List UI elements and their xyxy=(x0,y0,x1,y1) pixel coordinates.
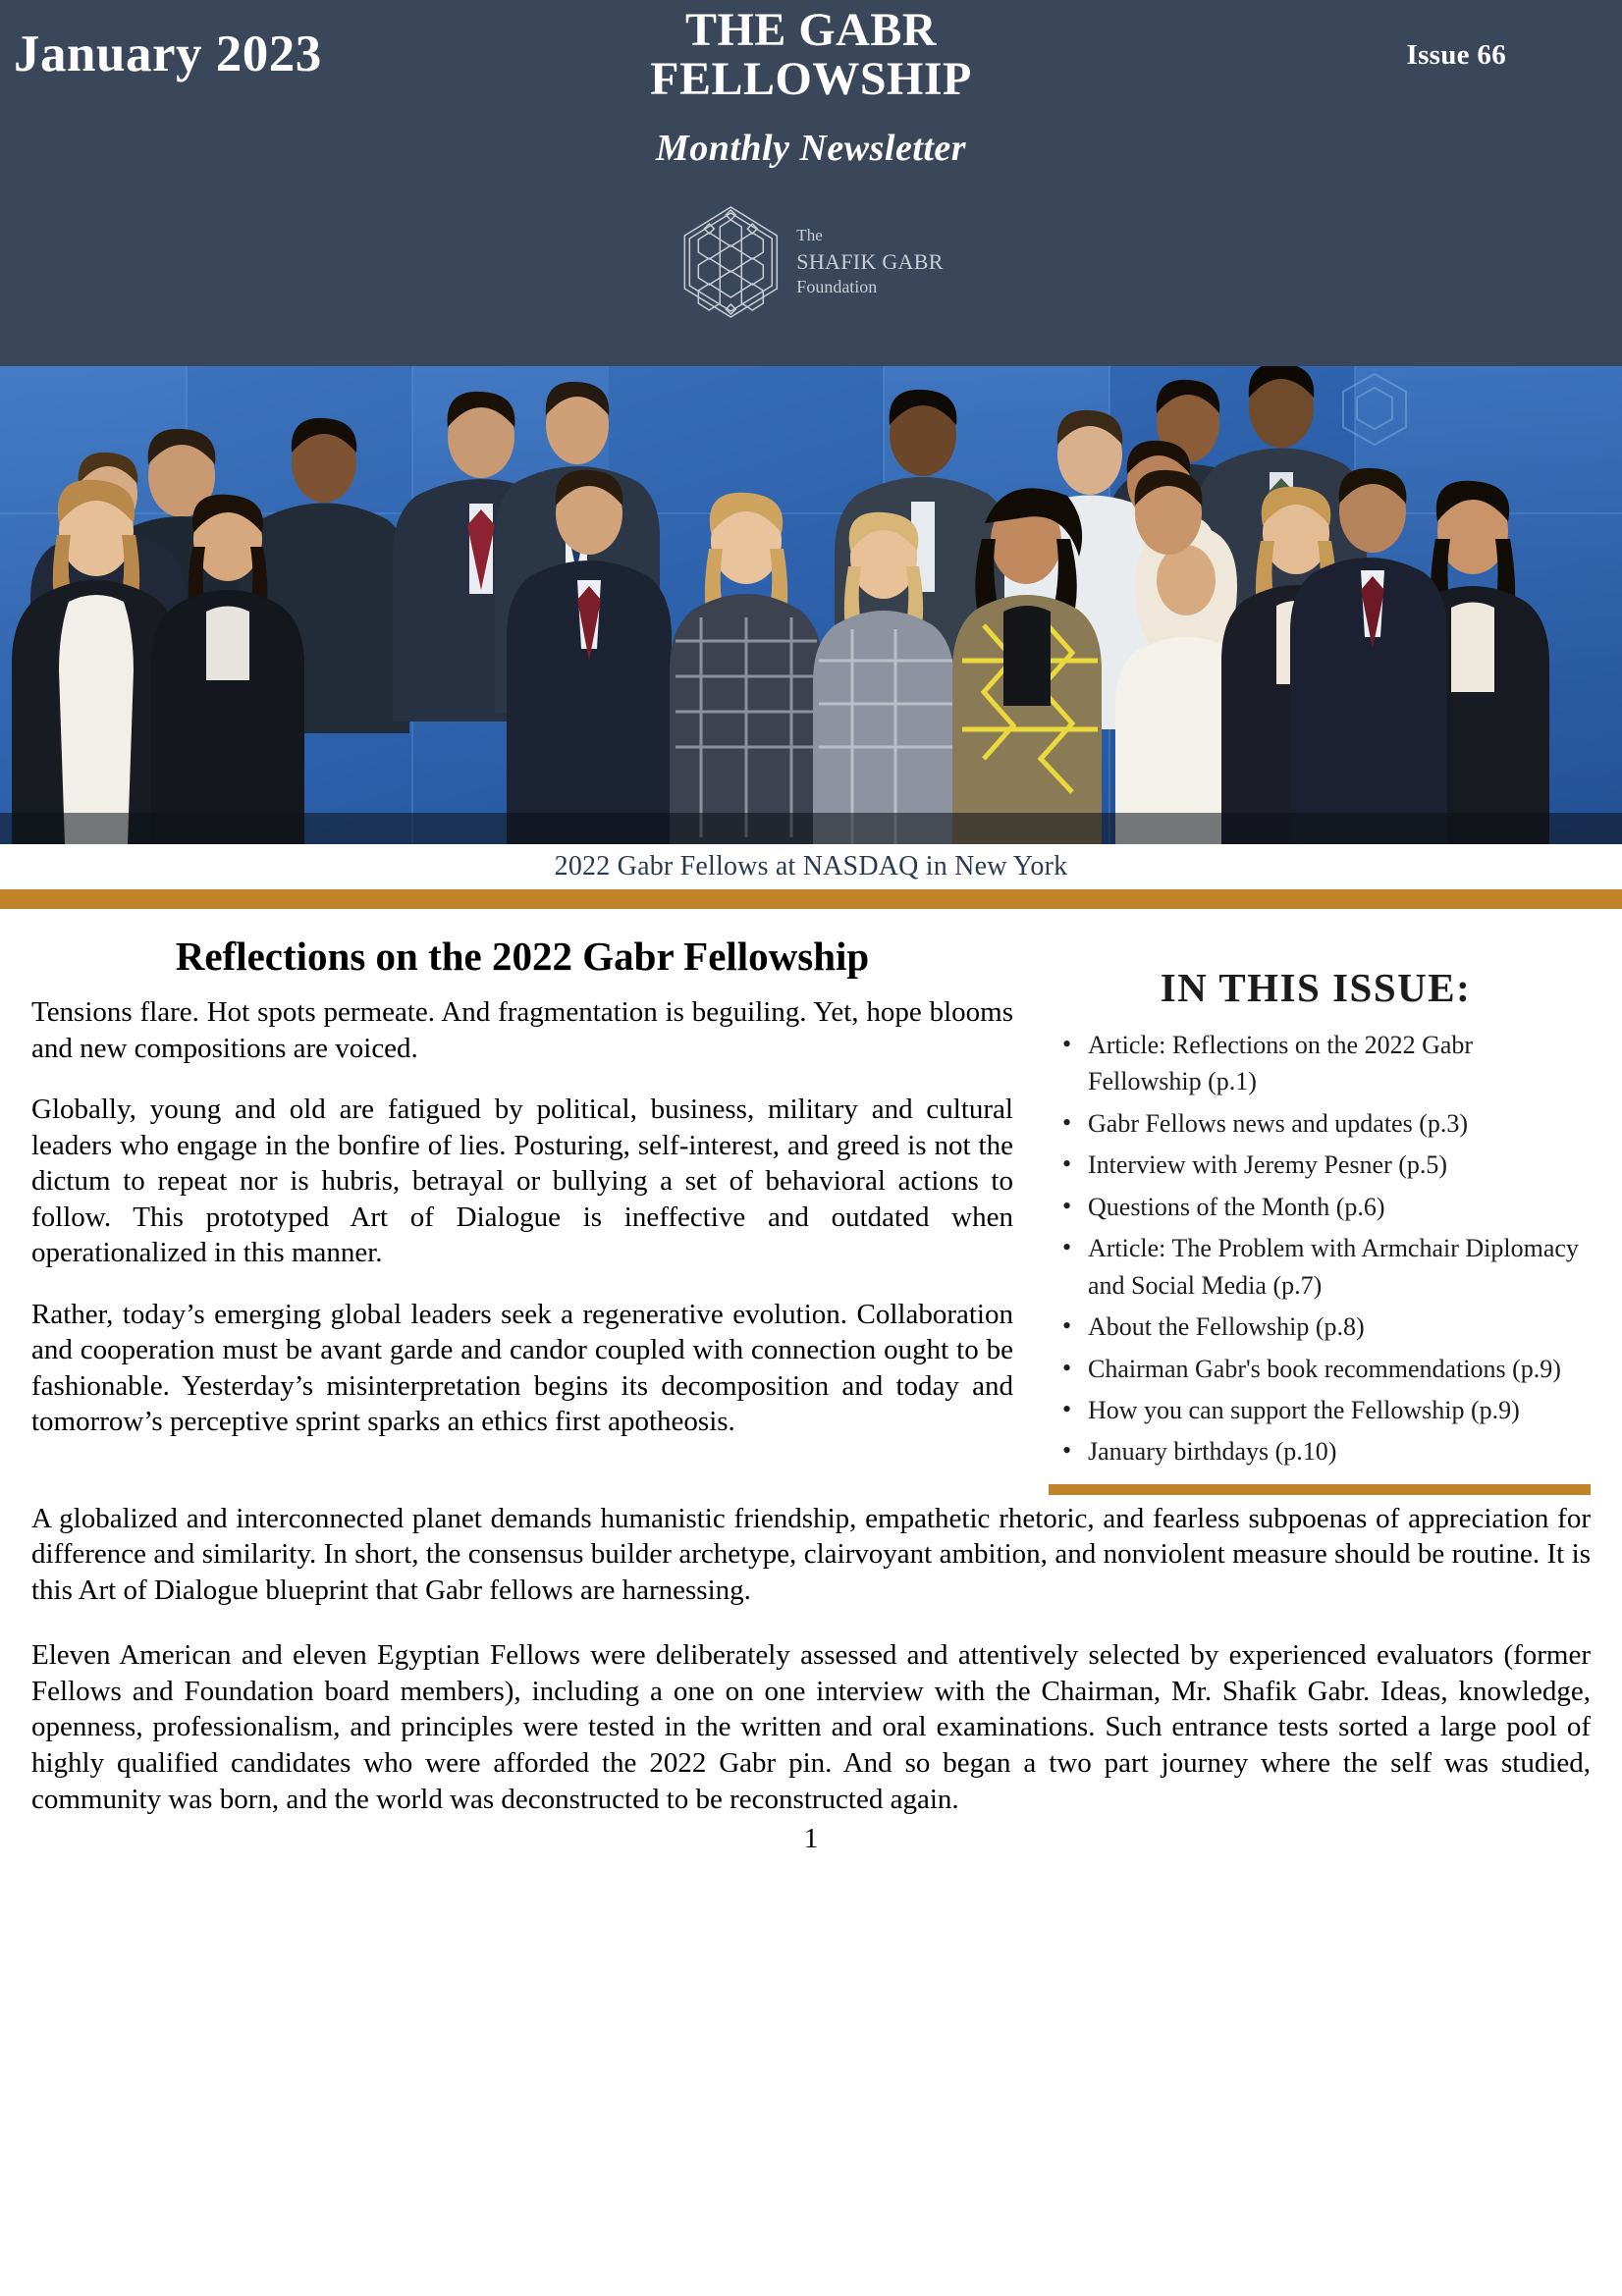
fullwidth-paragraph-2: Eleven American and eleven Egyptian Fellows were deliberately assessed and attentively selected by experienced evaluators (former Fellows and Foundation board members), including a one on one interview with the Chairman, Mr. Shafik Gabr. Ideas, knowledge, openness, professionalism, and principles were tested in the written and oral examinations. Such entrance tests sorted a large pool of highly qualified candidates who were afforded the 2022 Gabr pin. And so began a two part journey where the self was studied, community was born, and the world was deconstructed to be reconstructed again. xyxy=(31,1639,1591,1815)
publication-subtitle: Monthly Newsletter xyxy=(655,127,967,169)
in-this-issue-list xyxy=(1041,1027,1591,1470)
article-paragraph-3: Rather, today’s emerging global leaders seek a regenerative evolution. Collaboration and cooperation must be avant garde and candor coupled with connection ought to be fashionable. Yesterday’s misinterpretation begins its decomposition and today and tomorrow’s perceptive sprint sparks an ethics first apotheosis. xyxy=(31,1298,1013,1438)
article-paragraph-2: Globally, young and old are fatigued by political, business, military and cultural leaders who engage in the bonfire of lies. Posturing, self-interest, and greed is not the dictum to repeat nor is hubris, betrayal or bullying a set of behavioral actions to follow. This prototyped Art of Dialogue is ineffective and outdated when operationalized in this manner. xyxy=(31,1094,1013,1269)
logo-line-name: SHAFIK GABR xyxy=(796,248,944,274)
accent-rule-top xyxy=(0,889,1622,909)
masthead xyxy=(0,0,1622,366)
toc-item[interactable]: • Article: Reflections on the 2022 Gabr Fellowship (p.1) xyxy=(1062,1027,1591,1100)
toc-item[interactable]: • Article: The Problem with Armchair Diplomacy and Social Media (p.7) xyxy=(1062,1230,1591,1304)
foundation-logo-wordmark xyxy=(796,225,943,298)
article-column xyxy=(31,934,1013,1440)
hexagonal-lattice-logo-icon xyxy=(678,204,783,320)
masthead-center xyxy=(536,6,1086,170)
publication-title: THE GABR FELLOWSHIP xyxy=(650,4,972,106)
two-column-section xyxy=(31,909,1591,1495)
accent-rule-toc xyxy=(1049,1484,1591,1495)
article-title: Reflections on the 2022 Gabr Fellowship xyxy=(175,934,870,979)
foundation-logo xyxy=(678,204,943,320)
toc-item[interactable]: • January birthdays (p.10) xyxy=(1062,1433,1591,1469)
issue-number: Issue 66 xyxy=(1406,39,1506,71)
toc-item[interactable]: • How you can support the Fellowship (p.9) xyxy=(1062,1392,1591,1428)
toc-item[interactable]: • About the Fellowship (p.8) xyxy=(1062,1308,1591,1345)
fullwidth-paragraph-1: A globalized and interconnected planet demands humanistic friendship, empathetic rhetoric, and fearless subpoenas of appreciation for difference and similarity. In short, the consensus builder archetype, clairvoyant ambition, and nonviolent measure should be routine. It is this Art of Dialogue blueprint that Gabr fellows are harnessing. xyxy=(31,1502,1591,1606)
toc-item[interactable]: • Interview with Jeremy Pesner (p.5) xyxy=(1062,1147,1591,1183)
article-paragraph-1: Tensions flare. Hot spots permeate. And fragmentation is beguiling. Yet, hope blooms and new compositions are voiced. xyxy=(31,996,1013,1064)
toc-item[interactable]: • Chairman Gabr's book recommendations (p.9) xyxy=(1062,1351,1591,1387)
fullwidth-section xyxy=(31,1501,1591,1817)
logo-line-the: The xyxy=(796,226,823,245)
in-this-issue-panel xyxy=(1041,934,1591,1495)
toc-item[interactable]: • Gabr Fellows news and updates (p.3) xyxy=(1062,1105,1591,1142)
hero-caption: 2022 Gabr Fellows at NASDAQ in New York xyxy=(0,844,1622,889)
hero-photo xyxy=(0,366,1622,844)
body-content xyxy=(0,909,1622,1855)
logo-line-foundation: Foundation xyxy=(796,276,878,296)
page-number: 1 xyxy=(803,1823,819,1855)
issue-date: January 2023 xyxy=(14,26,322,82)
toc-item[interactable]: • Questions of the Month (p.6) xyxy=(1062,1189,1591,1225)
in-this-issue-heading: IN THIS ISSUE: xyxy=(1160,965,1472,1010)
